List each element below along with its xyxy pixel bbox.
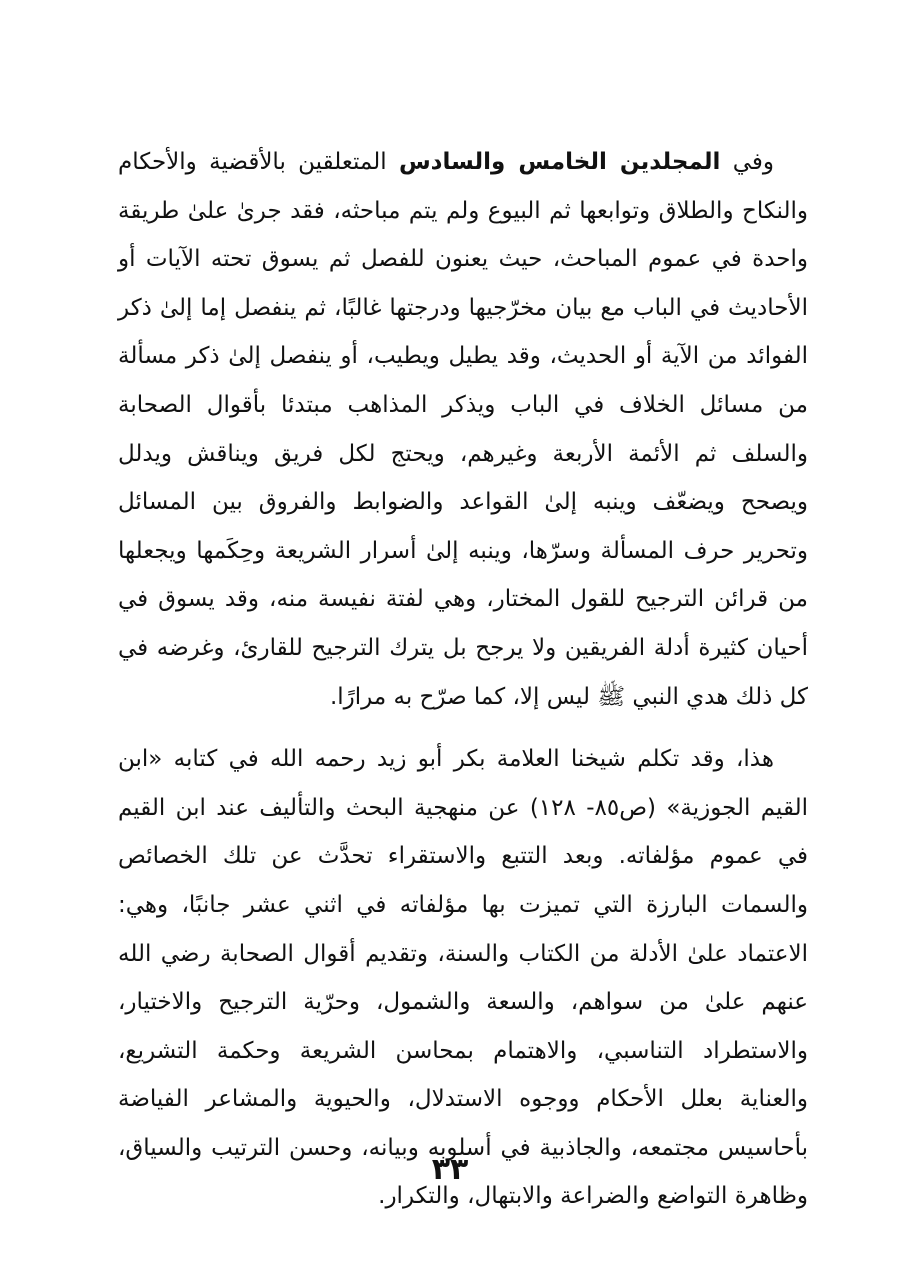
page-number: ٣٣: [431, 1152, 469, 1187]
paragraph-methodology: هذا، وقد تكلم شيخنا العلامة بكر أبو زيد رحمه الله في كتابه «ابن القيم الجوزية» (ص٨٥- ١٢٨) عن منهجية البحث والتأليف عند ابن القيم في عموم مؤلفاته. وبعد التتبع والاستقراء تحدَّث عن تلك الخصائص والسمات البارزة التي تميزت بها مؤلفاته في اثني عشر جانبًا، وهي: الاعتماد علىٰ الأدلة من الكتاب والسنة، وتقديم أقوال الصحابة رضي الله عنهم علىٰ من سواهم، والسعة والشمول، وحرّية الترجيح والاختيار، والاستطراد التناسبي، والاهتمام بمحاسن الشريعة وحكمة التشريع، والعناية بعلل الأحكام ووجوه الاستدلال، والحيوية والمشاعر الفياضة بأحاسيس مجتمعه، والجاذبية في أسلوبه وبيانه، وحسن الترتيب والسياق، وظاهرة التواضع والضراعة والابتهال، والتكرار.: [118, 746, 808, 1210]
paragraph-rest: المتعلقين بالأقضية والأحكام والنكاح والطلاق وتوابعها ثم البيوع ولم يتم مباحثه، فقد جرىٰ علىٰ طريقة واحدة في عموم المباحث، حيث يعنون للفصل ثم يسوق تحته الآيات أو الأحاديث في الباب مع بيان مخرّجيها ودرجتها غالبًا، ثم ينفصل إما إلىٰ ذكر الفوائد من الآية أو الحديث، وقد يطيل ويطيب، أو ينفصل إلىٰ ذكر مسألة من مسائل الخلاف في الباب ويذكر المذاهب مبتدئا بأقوال الصحابة والسلف ثم الأئمة الأربعة وغيرهم، ويحتج لكل فريق ويناقش ويدلل ويصحح ويضعّف وينبه إلىٰ القواعد والضوابط والفروق بين المسائل وتحرير حرف المسألة وسرّها، وينبه إلىٰ أسرار الشريعة وحِكَمها ويجعلها من قرائن الترجيح للقول المختار، وهي لفتة نفيسة منه، وقد يسوق في أحيان كثيرة أدلة الفريقين ولا يرجح بل يترك الترجيح للقارئ، وغرضه في كل ذلك هدي النبي ﷺ ليس إلا، كما صرّح به مرارًا.: [118, 149, 808, 710]
page-body: [118, 138, 808, 1221]
paragraph-lead: وفي: [720, 149, 774, 175]
paragraph-volumes-five-six: [118, 138, 808, 721]
bold-phrase-volumes: المجلدين الخامس والسادس: [398, 149, 721, 175]
